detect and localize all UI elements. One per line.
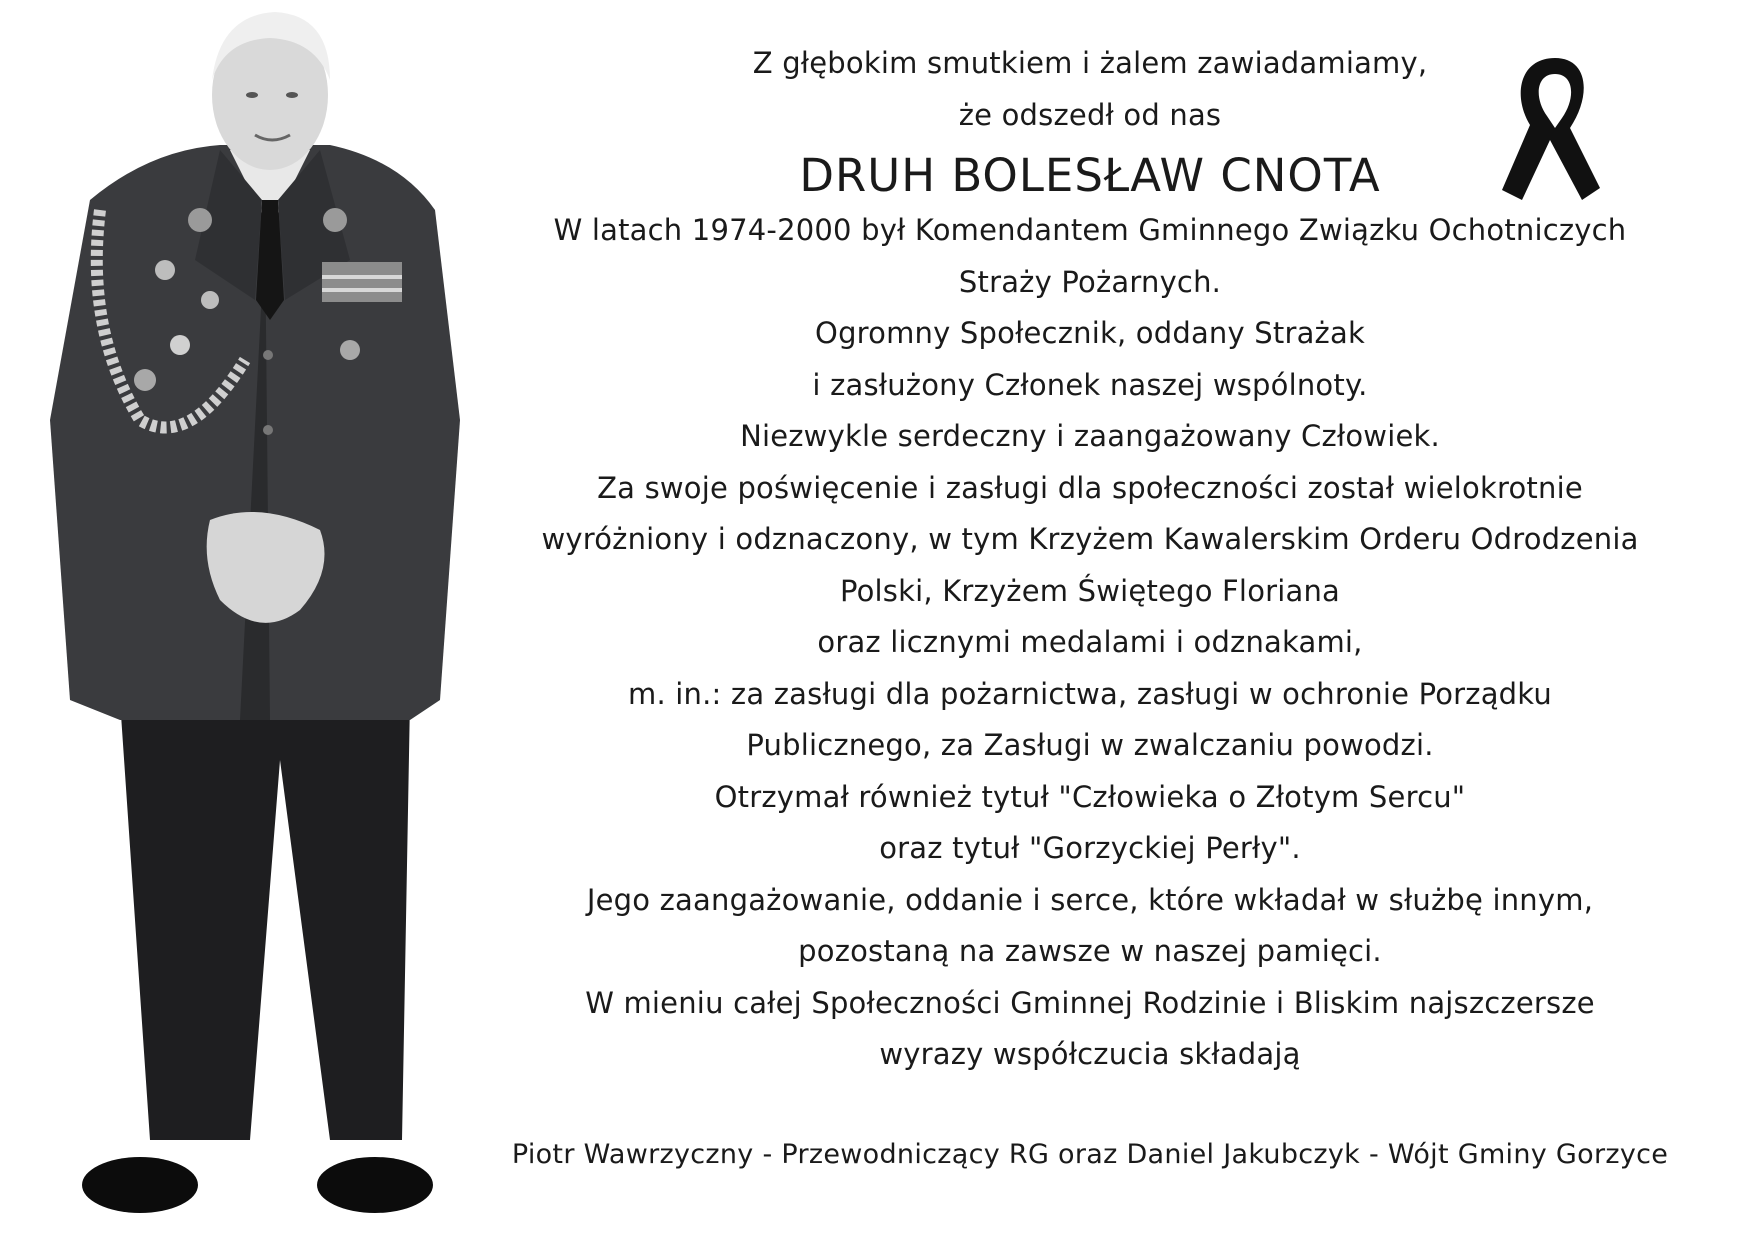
intro-line: Z głębokim smutkiem i żalem zawiadamiamy, [752,46,1428,80]
body-line: oraz licznymi medalami i odznakami, [817,625,1363,659]
body-line: m. in.: za zasługi dla pożarnictwa, zasługi w ochronie Porządku [628,676,1552,711]
medal [340,340,360,360]
collar-insignia-left [188,208,212,232]
body-line: W latach 1974-2000 był Komendantem Gminnego Związku Ochotniczych [553,213,1627,247]
body-line: Jego zaangażowanie, oddanie i serce, które wkładał w służbę innym, [586,882,1594,917]
medal [170,335,190,355]
body-line: W mieniu całej Społeczności Gminnej Rodzinie i Bliskim najszczersze [585,985,1595,1020]
collar-insignia-right [323,208,347,232]
right-shoe [317,1157,433,1213]
body-line: Straży Pożarnych. [958,264,1222,299]
trousers [120,700,410,1140]
body-line: oraz tytuł "Gorzyckiej Perły". [879,831,1301,865]
deceased-name: DRUH BOLESŁAW CNOTA [799,149,1381,202]
medal [155,260,175,280]
medal-ribbon-bar [322,262,402,302]
medal [134,369,156,391]
announcement-text [450,38,1730,1081]
body-line: wyróżniony i odznaczony, w tym Krzyżem Kawalerskim Orderu Odrodzenia [541,522,1639,556]
medal [201,291,219,309]
body-line: Za swoje poświęcenie i zasługi dla społeczności został wielokrotnie [597,470,1583,505]
body-line: i zasłużony Członek naszej wspólnoty. [812,367,1368,402]
body-line: Polski, Krzyżem Świętego Floriana [839,573,1341,608]
body-line: Niezwykle serdeczny i zaangażowany Człowiek. [740,419,1440,453]
signature: Piotr Wawrzyczny - Przewodniczący RG oraz Daniel Jakubczyk - Wójt Gminy Gorzyce [511,1139,1669,1170]
body-line: Otrzymał również tytuł "Człowieka o Złotym Sercu" [714,779,1466,814]
left-shoe [82,1157,198,1213]
portrait-photo [30,0,460,1240]
body-line: pozostaną na zawsze w naszej pamięci. [798,934,1382,968]
body-line: wyrazy współczucia składają [879,1037,1301,1071]
intro-line: że odszedł od nas [958,97,1222,132]
body-line: Publicznego, za Zasługi w zwalczaniu powodzi. [746,728,1434,762]
body-line: Ogromny Społecznik, oddany Strażak [815,316,1365,350]
